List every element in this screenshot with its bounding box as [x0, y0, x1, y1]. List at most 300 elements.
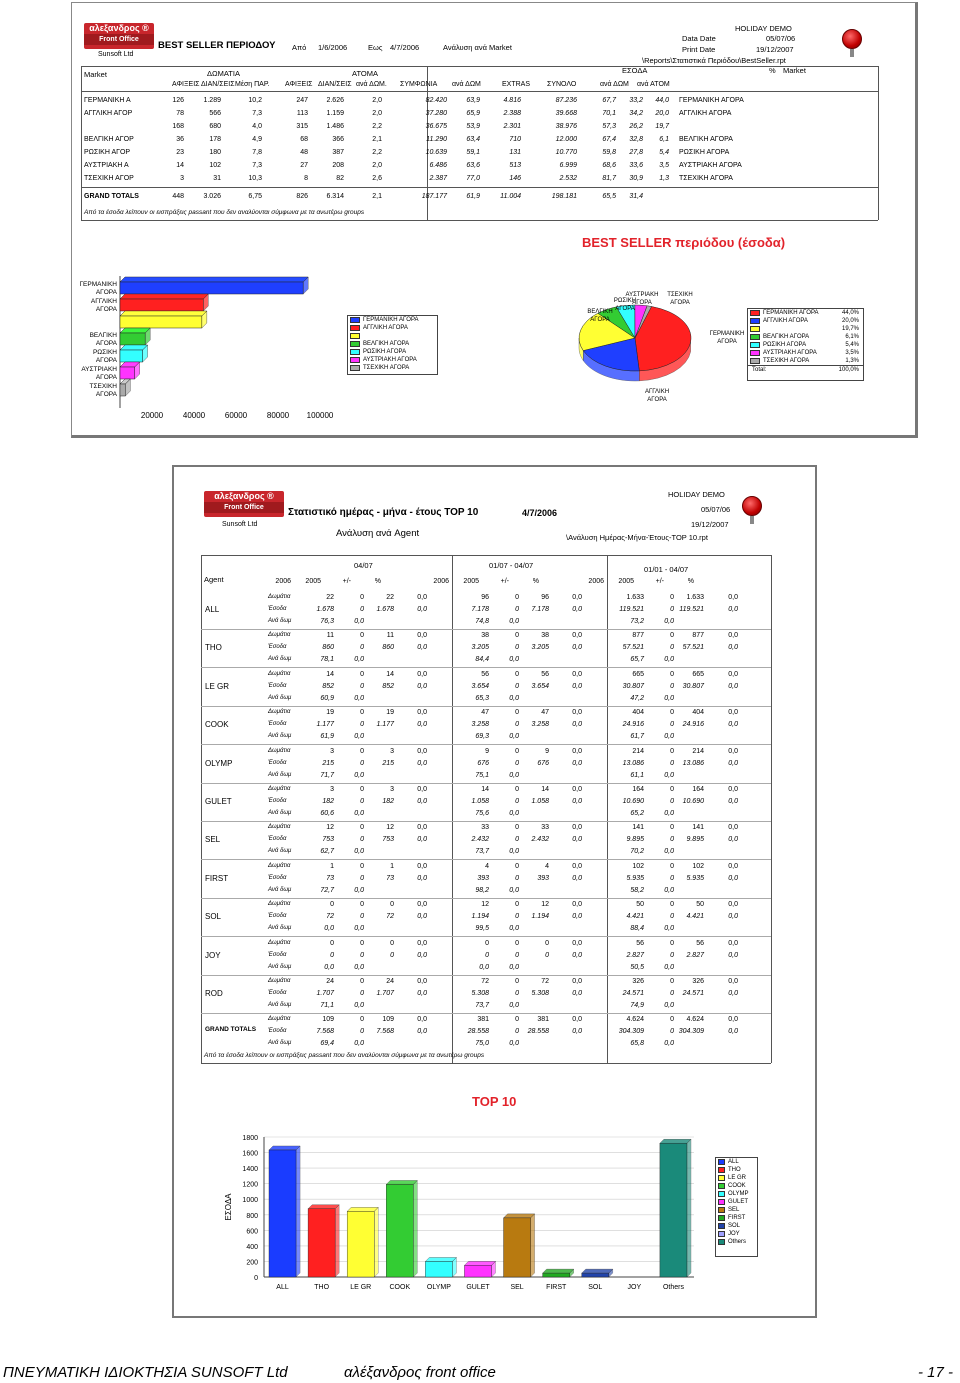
cell: 680 — [209, 123, 221, 130]
cell: 24.571 — [682, 990, 704, 997]
legend-percent: 6,1% — [845, 334, 859, 340]
cell: 1.194 — [471, 913, 489, 921]
cell: 3,5 — [659, 162, 669, 169]
table-bottom-border — [201, 1063, 771, 1064]
cell: 4.421 — [686, 913, 704, 921]
col-group-revenue: ΕΣΟΔΑ — [622, 66, 648, 75]
cell: 3.258 — [471, 721, 489, 729]
cell: 0,0 — [417, 824, 427, 832]
from-value: 1/6/2006 — [318, 43, 348, 52]
legend-swatch — [718, 1159, 725, 1165]
legend-swatch — [750, 334, 760, 340]
bar — [120, 311, 207, 328]
cell: 0,0 — [354, 963, 364, 971]
top10-legend — [715, 1157, 758, 1257]
cell: 3 — [330, 747, 334, 755]
cell: 381 — [477, 1016, 489, 1024]
x-tick-label: 40000 — [182, 411, 206, 420]
cell: 1.678 — [376, 606, 394, 613]
cell: 84,4 — [475, 656, 489, 664]
metric-label: Ανά δωμ — [268, 618, 292, 624]
cell: 0,0 — [354, 1040, 364, 1048]
cell: 113 — [296, 110, 308, 117]
market-name: ΑΓΓΛΙΚΗ ΑΓΟΡ — [84, 110, 133, 117]
cell: 0 — [360, 682, 364, 690]
cell: 2.388 — [503, 110, 521, 117]
legend-item — [348, 332, 437, 340]
cell: 0 — [360, 824, 364, 832]
table-left-border — [81, 66, 82, 220]
grand-cell: 198.181 — [551, 193, 577, 200]
agent-name: COOK — [205, 720, 229, 730]
agent-separator — [201, 1013, 771, 1014]
legend-item — [716, 1198, 757, 1206]
cell: 0,0 — [664, 925, 674, 933]
cell: 126 — [172, 97, 184, 104]
cell: 96 — [541, 594, 549, 601]
cell: 0,0 — [572, 862, 582, 870]
cell: 0,0 — [417, 939, 427, 947]
report-date: 4/7/2006 — [522, 508, 558, 518]
cell: 0 — [670, 874, 674, 882]
cell: 56 — [541, 670, 549, 678]
legend-label: ALL — [728, 1159, 739, 1165]
cell: 57,3 — [602, 123, 616, 130]
top10-bar-chart — [219, 1127, 709, 1307]
year-header: % — [532, 578, 539, 585]
cell: 0,0 — [417, 670, 427, 678]
bar — [543, 1269, 574, 1277]
cell: 12 — [541, 901, 549, 909]
cell: 0 — [515, 721, 519, 729]
legend-item — [348, 316, 437, 324]
agent-name: GRAND TOTALS — [205, 1026, 257, 1034]
cell: 3.205 — [531, 644, 549, 652]
cell: 6.486 — [429, 162, 447, 169]
cell: 24 — [326, 978, 334, 985]
cell: 22 — [386, 594, 394, 601]
table-top-border — [201, 555, 771, 556]
cell: 0 — [670, 1016, 674, 1024]
cell: 0,0 — [354, 925, 364, 933]
cell: 1.194 — [531, 913, 549, 921]
hotel-name: HOLIDAY DEMO — [735, 24, 792, 33]
best-seller-report — [71, 2, 918, 438]
cell: 0,0 — [509, 733, 519, 741]
legend-item — [716, 1230, 757, 1238]
cell: 0,0 — [417, 682, 427, 690]
cell: 2.387 — [429, 175, 447, 182]
pct-market-name: ΡΩΣΙΚΗ ΑΓΟΡΑ — [679, 149, 730, 156]
legend-swatch — [718, 1175, 725, 1181]
cell: 0,0 — [479, 963, 489, 971]
agent-name: JOY — [205, 950, 221, 960]
grand-cell: 3.026 — [203, 193, 221, 200]
legend-item — [748, 349, 863, 357]
cell: 2,0 — [372, 97, 382, 104]
cell: 0,0 — [728, 747, 738, 755]
metric-label: Ανά δωμ — [268, 848, 292, 855]
agent-name: SEL — [205, 835, 221, 845]
print-date-label: Print Date — [682, 45, 716, 54]
agent-separator — [201, 706, 771, 707]
metric-label: Ανά δωμ — [268, 886, 292, 893]
grand-totals-label: GRAND TOTALS — [84, 193, 139, 200]
cell: 0 — [360, 978, 364, 985]
cell: 0 — [360, 1028, 364, 1036]
cell: 404 — [692, 709, 704, 717]
cell: 0 — [670, 721, 674, 729]
pct-market-name: ΑΥΣΤΡΙΑΚΗ ΑΓΟΡΑ — [679, 162, 742, 169]
cell: 2.432 — [531, 836, 549, 844]
cell: 0,0 — [354, 618, 364, 625]
x-tick-label: LE GR — [350, 1284, 372, 1291]
cell: 14 — [176, 162, 184, 169]
cell: 7.568 — [376, 1028, 394, 1036]
cell: 393 — [477, 874, 489, 882]
metric-label: Έσοδα — [268, 798, 287, 804]
cell: 3 — [390, 747, 394, 755]
cell: 0 — [515, 606, 519, 613]
cell: 0 — [515, 644, 519, 652]
cell: 0 — [485, 939, 489, 947]
cell: 0,0 — [417, 606, 427, 613]
legend-swatch — [718, 1191, 725, 1197]
legend-swatch — [350, 325, 360, 331]
logo-module: Front Office — [204, 502, 284, 513]
cell: 182 — [382, 798, 394, 805]
pie-label: ΑΓΟΡΑ — [647, 397, 667, 403]
cell: 2.626 — [326, 97, 344, 104]
pie-label: ΓΕΡΜΑΝΙΚΗ — [709, 331, 745, 337]
metric-label: Έσοδα — [268, 874, 287, 881]
legend-item — [716, 1166, 757, 1174]
cell: 69,3 — [475, 733, 489, 741]
cell: 0 — [670, 594, 674, 601]
pie-label: ΑΓΟΡΑ — [615, 306, 635, 312]
cell: 0 — [360, 1016, 364, 1024]
cell: 168 — [172, 123, 184, 130]
cell: 0 — [515, 901, 519, 909]
cell: 0 — [360, 632, 364, 640]
metric-label: Δωμάτια — [268, 786, 291, 792]
legend-total — [748, 365, 863, 373]
cell: 0,0 — [664, 771, 674, 779]
legend-item — [716, 1182, 757, 1190]
cell: 7,3 — [252, 110, 262, 117]
cell: 58,2 — [630, 886, 644, 894]
cell: 0,0 — [417, 1016, 427, 1024]
cell: 76,3 — [320, 618, 334, 625]
metric-label: Έσοδα — [268, 721, 287, 728]
legend-label: ΑΥΣΤΡΙΑΚΗ ΑΓΟΡΑ — [763, 350, 817, 356]
cell: 0,0 — [417, 709, 427, 717]
cell: 0,0 — [728, 939, 738, 947]
cell: 0,0 — [509, 656, 519, 664]
table-left-border — [201, 555, 202, 1063]
y-tick-label: 200 — [246, 1259, 258, 1267]
legend-label: COOK — [728, 1183, 746, 1189]
cell: 75,1 — [475, 771, 489, 779]
cell: 5.308 — [531, 990, 549, 997]
metric-label: Δωμάτια — [268, 862, 291, 869]
cell: 27 — [300, 162, 308, 169]
legend-item — [716, 1222, 757, 1230]
cell: 0,0 — [664, 1040, 674, 1048]
cell: 78,1 — [320, 656, 334, 664]
cell: 60,9 — [320, 694, 334, 702]
cell: 37.280 — [425, 110, 447, 117]
cell: 28.558 — [527, 1028, 549, 1036]
cell: 164 — [692, 786, 704, 793]
cell: 2,2 — [372, 149, 382, 156]
cell: 75,0 — [475, 1040, 489, 1048]
pct-market-name: ΑΓΓΛΙΚΗ ΑΓΟΡΑ — [679, 110, 732, 117]
bar — [464, 1261, 495, 1277]
metric-label: Ανά δωμ — [268, 1002, 292, 1008]
table-bottom-border — [81, 220, 878, 221]
y-tick-label: 1400 — [242, 1166, 258, 1174]
cell: 0,0 — [664, 694, 674, 702]
cell: 72 — [326, 913, 334, 921]
cell: 0,0 — [509, 810, 519, 817]
cell: 0,0 — [417, 836, 427, 844]
cell: 36.675 — [425, 123, 447, 130]
x-tick-label: 100000 — [306, 411, 334, 420]
cell: 0,0 — [509, 618, 519, 625]
metric-label: Ανά δωμ — [268, 656, 292, 663]
cell: 0 — [515, 913, 519, 921]
cell: 0,0 — [728, 644, 738, 652]
cell: 665 — [632, 670, 644, 678]
metric-label: Δωμάτια — [268, 1016, 291, 1023]
cell: 182 — [322, 798, 334, 805]
cell: 0,0 — [664, 963, 674, 971]
legend-swatch — [718, 1239, 725, 1245]
cell: 87.236 — [555, 97, 577, 104]
cell: 30.807 — [682, 682, 704, 690]
legend-swatch — [750, 318, 760, 324]
col-header: ανά ΔΩΜ — [600, 81, 629, 88]
cell: 57.521 — [622, 644, 644, 652]
cell: 56 — [696, 939, 704, 947]
year-header: +/- — [342, 578, 351, 585]
year-header: +/- — [655, 578, 664, 585]
grand-cell: 61,9 — [466, 193, 480, 200]
cell: 0 — [390, 951, 394, 959]
pie-label: ΑΓΟΡΑ — [670, 300, 690, 306]
legend-item — [348, 324, 437, 332]
cell: 0,0 — [572, 721, 582, 729]
cell: 47 — [481, 709, 489, 717]
cell: 3.654 — [531, 682, 549, 690]
legend-item — [716, 1214, 757, 1222]
legend-item — [748, 309, 863, 317]
cell: 0 — [360, 836, 364, 844]
metric-label: Δωμάτια — [268, 747, 291, 754]
cell: 26,2 — [629, 123, 643, 130]
cell: 0,0 — [417, 594, 427, 601]
cell: 65,2 — [630, 810, 644, 817]
bar — [660, 1139, 691, 1277]
cell: 0,0 — [728, 721, 738, 729]
cell: 0 — [515, 594, 519, 601]
cell: 9.895 — [626, 836, 644, 844]
bar — [120, 328, 150, 345]
cell: 50 — [696, 901, 704, 909]
cell: 214 — [692, 747, 704, 755]
cell: 0,0 — [417, 951, 427, 959]
cell: 34,2 — [629, 110, 643, 117]
cell: 387 — [332, 149, 344, 156]
cell: 70,2 — [630, 848, 644, 856]
cell: 0,0 — [572, 786, 582, 793]
cell: 0 — [670, 951, 674, 959]
bar — [120, 294, 208, 311]
top10-report — [172, 465, 817, 1318]
legend-label: GULET — [728, 1199, 749, 1205]
cell: 109 — [322, 1016, 334, 1024]
cell: 73,2 — [630, 618, 644, 625]
cell: 0,0 — [728, 670, 738, 678]
cell: 81,7 — [602, 175, 616, 182]
cell: 0 — [360, 670, 364, 678]
cell: 0,0 — [728, 990, 738, 997]
passant-note: Από τα έσοδα λείπουν οι εισπράξεις passant που δεν αναλύονται σύμφωνα με τα ανωτέρω groups — [84, 209, 365, 216]
cell: 1.707 — [376, 990, 394, 997]
cell: 7.568 — [316, 1028, 334, 1036]
cell: 73,7 — [475, 848, 489, 856]
cell: 78 — [176, 110, 184, 117]
cell: 11 — [326, 632, 334, 640]
y-tick-label: 1800 — [242, 1135, 258, 1142]
bar-category-label: ΑΓΟΡΑ — [95, 306, 117, 313]
legend-swatch — [718, 1215, 725, 1221]
cell: 0 — [515, 939, 519, 947]
col-group-pct: % — [769, 66, 776, 75]
cell: 0,0 — [417, 632, 427, 640]
cell: 710 — [509, 136, 521, 143]
legend-label: LE GR — [728, 1175, 747, 1181]
cell: 44,0 — [655, 97, 669, 104]
legend-item — [748, 341, 863, 349]
pct-market-name: ΓΕΡΜΑΝΙΚΗ ΑΓΟΡΑ — [679, 97, 744, 104]
cell: 102 — [632, 862, 644, 870]
cell: 0 — [545, 951, 549, 959]
col-header: ανά ΑΤΟΜ — [637, 81, 670, 88]
cell: 304.309 — [678, 1028, 704, 1036]
cell: 68,6 — [602, 162, 616, 169]
pct-market-name: ΤΣΕΧΙΚΗ ΑΓΟΡΑ — [679, 175, 733, 182]
cell: 131 — [509, 149, 521, 156]
cell: 38 — [541, 632, 549, 640]
bar-category-label: ΑΓΟΡΑ — [95, 340, 117, 347]
legend-label: OLYMP — [728, 1191, 749, 1197]
cell: 12 — [326, 824, 334, 832]
cell: 2,1 — [372, 136, 382, 143]
cell: 72 — [541, 978, 549, 985]
bar-category-label: ΑΓΓΛΙΚΗ — [90, 298, 117, 305]
metric-label: Έσοδα — [268, 836, 287, 843]
cell: 0,0 — [572, 670, 582, 678]
cell: 208 — [332, 162, 344, 169]
grand-cell: 448 — [172, 193, 184, 200]
cell: 59,8 — [602, 149, 616, 156]
cell: 3.205 — [471, 644, 489, 652]
footer-copyright: ΠΝΕΥΜΑΤΙΚΗ ΙΔΙΟΚΤΗΣΙΑ SUNSOFT Ltd — [3, 1364, 288, 1381]
y-tick-label: 1600 — [242, 1150, 258, 1158]
data-date: 05/07/06 — [701, 505, 731, 514]
table-top-border — [81, 66, 878, 67]
col-header: ΑΦΙΞΕΙΣ — [285, 81, 313, 88]
col-header: ΣΥΝΟΛΟ — [547, 81, 577, 88]
x-tick-label: OLYMP — [426, 1284, 451, 1291]
cell: 0 — [670, 632, 674, 640]
cell: 74,9 — [630, 1002, 644, 1009]
cell: 0 — [360, 644, 364, 652]
agent-name: FIRST — [205, 873, 229, 883]
y-tick-label: 400 — [246, 1243, 258, 1251]
cell: 0 — [515, 978, 519, 985]
legend-label: Others — [728, 1239, 747, 1245]
cell: 7.178 — [471, 606, 489, 613]
y-axis-label: ΕΣΟΔΑ — [224, 1193, 233, 1221]
cell: 1.678 — [316, 606, 334, 613]
cell: 0,0 — [509, 848, 519, 856]
cell: 0,0 — [664, 656, 674, 664]
print-button-icon[interactable] — [842, 29, 862, 49]
passant-note: Από τα έσοδα λείπουν οι εισπράξεις passant που δεν αναλύονται σύμφωνα με τα ανωτέρω groups — [204, 1052, 485, 1059]
legend-percent: 19,7% — [841, 326, 859, 332]
cell: 12.000 — [555, 136, 577, 143]
cell: 0 — [670, 747, 674, 755]
cell: 404 — [632, 709, 644, 717]
cell: 47,2 — [630, 694, 644, 702]
report-title: Στατιστικό ημέρας - μήνα - έτους TOP 10 — [288, 507, 479, 518]
pie-label: ΤΣΕΧΙΚΗ — [667, 292, 693, 298]
cell: 0,0 — [572, 759, 582, 767]
cell: 70,1 — [602, 110, 616, 117]
cell: 0,0 — [509, 925, 519, 933]
cell: 96 — [481, 594, 489, 601]
print-button-icon[interactable] — [742, 496, 762, 516]
legend-swatch — [750, 326, 760, 332]
logo-name: αλεξανδρος ® — [214, 491, 274, 501]
cell: 6.999 — [559, 162, 577, 169]
cell: 0 — [670, 759, 674, 767]
cell: 24.916 — [622, 721, 644, 729]
cell: 0 — [515, 874, 519, 882]
bar — [386, 1180, 417, 1277]
cell: 67,7 — [602, 97, 616, 104]
cell: 0,0 — [572, 1028, 582, 1036]
market-name: ΑΥΣΤΡΙΑΚΗ Α — [84, 162, 129, 169]
cell: 10.690 — [622, 798, 644, 805]
bar-category-label: ΑΓΟΡΑ — [95, 391, 117, 398]
bar-category-label: ΒΕΛΓΙΚΗ — [89, 332, 117, 339]
cell: 1.633 — [686, 594, 704, 601]
cell: 753 — [382, 836, 394, 844]
cell: 0 — [670, 913, 674, 921]
year-header: 2005 — [305, 578, 321, 585]
print-date: 19/12/2007 — [756, 45, 794, 54]
cell: 2.432 — [471, 836, 489, 844]
legend-swatch — [718, 1183, 725, 1189]
cell: 877 — [692, 632, 704, 640]
market-name: ΡΩΣΙΚΗ ΑΓΟΡ — [84, 149, 131, 156]
legend-percent: 3,5% — [845, 350, 859, 356]
agent-name: GULET — [205, 797, 232, 806]
